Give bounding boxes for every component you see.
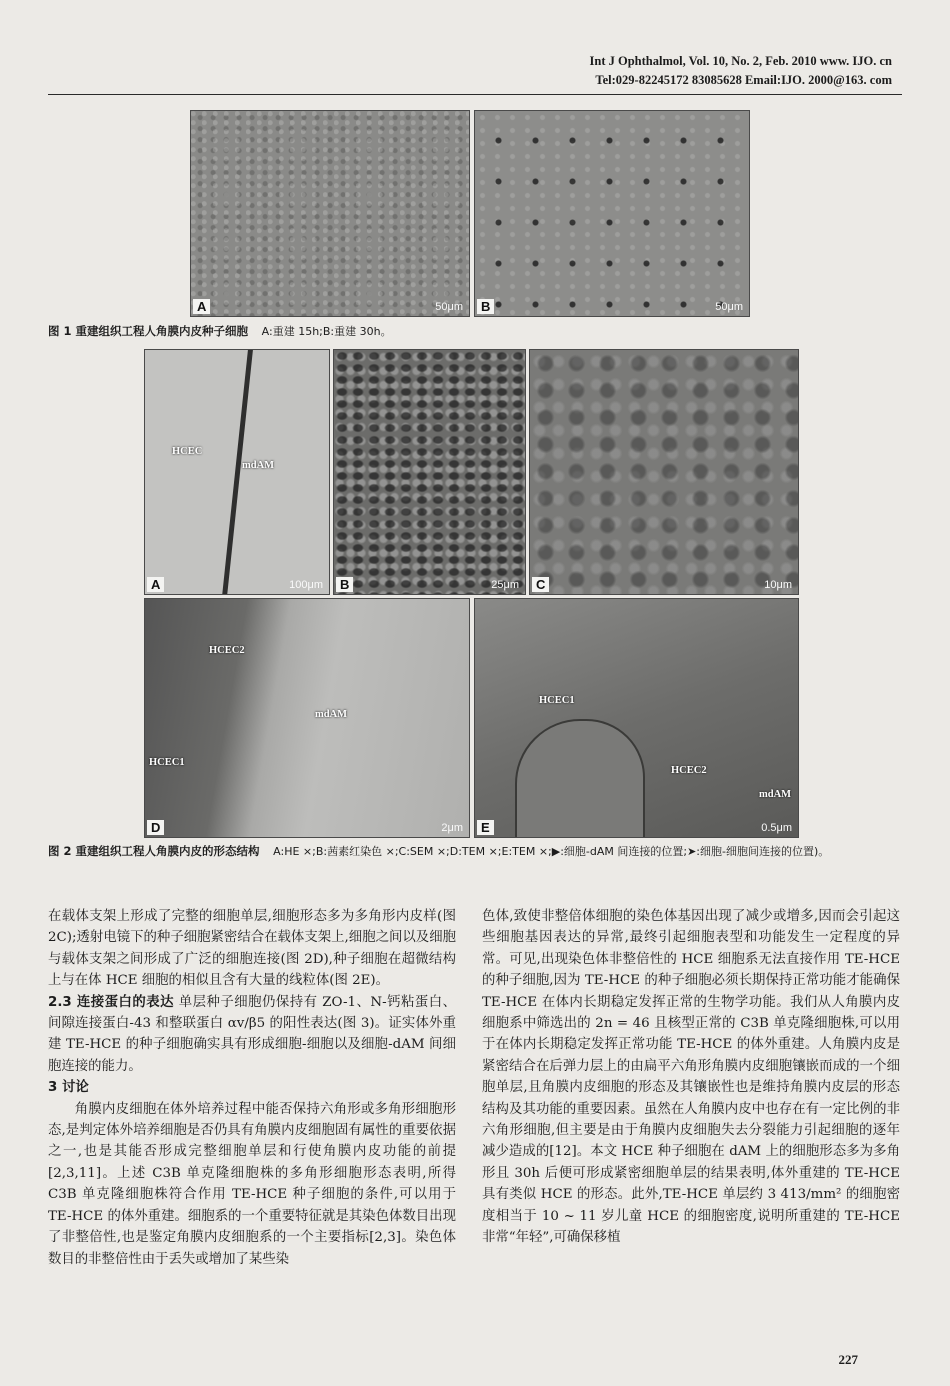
page-number: 227 xyxy=(838,1352,858,1367)
panel-label: A xyxy=(193,299,210,314)
header-journal-line: Int J Ophthalmol, Vol. 10, No. 2, Feb. 2010 www. IJO. cn xyxy=(589,54,892,68)
nucleus-shape xyxy=(515,719,645,838)
scale-bar-label: 50μm xyxy=(715,301,743,313)
panel-label: E xyxy=(477,820,494,835)
membrane-line xyxy=(222,350,253,595)
subsection-heading: 2.3 连接蛋白的表达 xyxy=(48,994,174,1010)
header-contact-line: Tel:029-82245172 83085628 Email:IJO. 2000@163. com xyxy=(595,73,892,87)
figure2-panel-a xyxy=(144,349,330,595)
figure2-panel-e xyxy=(474,598,799,838)
tag-hcec2: HCEC2 xyxy=(671,765,707,776)
left-paragraph-1: 在载体支架上形成了完整的细胞单层,细胞形态多为多角形内皮样(图 2C);透射电镜下的种子细胞紧密结合在载体支架上,细胞之间以及细胞与载体支架之间形成了广泛的细胞连接(图 2D),种子细胞在超微结构上与在体 HCE 细胞的相似且含有大量的线粒体(图 2E)。 xyxy=(48,909,456,989)
tag-mdam: mdAM xyxy=(759,789,792,800)
left-paragraph-2 xyxy=(48,992,456,1078)
figure2-caption-title: 图 2 重建组织工程人角膜内皮的形态结构 xyxy=(48,844,260,858)
figure1-panel-b xyxy=(474,110,750,317)
panel-label: A xyxy=(147,577,164,592)
left-paragraph-3: 角膜内皮细胞在体外培养过程中能否保持六角形或多角形细胞形态,是判定体外培养细胞是否仍具有角膜内皮细胞固有属性的重要依据之一,也是其能否形成完整细胞单层和行使角膜内皮功能的前提[2,3,11]。上述 C3B 单克隆细胞株的多角形细胞形态表明,所得 C3B 单克隆细胞株符合作用 TE-HCE 种子细胞的条件,可以用于 TE-HCE 的体外重建。细胞系的一个重要特征就是其染色体数目出现了非整倍性,也是鉴定角膜内皮细胞系的一个主要指标[2,3]。染色体数目的非整倍性由于丢失或增加了某些染 xyxy=(48,1101,456,1267)
tag-mdam: mdAM xyxy=(315,709,348,720)
tag-hcec1: HCEC1 xyxy=(539,695,575,706)
figure1-caption xyxy=(48,322,908,341)
figure1-caption-title: 图 1 重建组织工程人角膜内皮种子细胞 xyxy=(48,324,249,338)
scale-bar-label: 100μm xyxy=(289,579,323,591)
left-column xyxy=(48,906,456,1346)
scale-bar-label: 25μm xyxy=(491,579,519,591)
tag-hcec2: HCEC2 xyxy=(209,645,245,656)
left-paragraph-2-text: 单层种子细胞仍保持有 ZO-1、N-钙粘蛋白、间隙连接蛋白-43 和整联蛋白 αv/β5 的阳性表达(图 3)。证实体外重建 TE-HCE 的种子细胞确实具有形成细胞-细胞以及细胞-dAM 间细胞连接的能力。 xyxy=(48,994,456,1074)
scale-bar-label: 50μm xyxy=(435,301,463,313)
figure2-panel-b xyxy=(333,349,526,595)
panel-label: D xyxy=(147,820,164,835)
tag-hcec: HCEC xyxy=(172,446,203,457)
right-paragraph-1: 色体,致使非整倍体细胞的染色体基因出现了减少或增多,因而会引起这些细胞基因表达的异常,最终引起细胞表型和功能发生一定程度的异常。可见,出现染色体非整倍性的 HCE 细胞系无法直接作用 TE-HCE 的种子细胞,因为 TE-HCE 的种子细胞必须长期保持正常功能才能确保 TE-HCE 在体内长期稳定发挥正常的生物学功能。我们从人角膜内皮细胞系中筛选出的 2n = 46 且核型正常的 C3B 单克隆细胞株,可以用于在体内长期稳定发挥正常功能 TE-HCE 的体外重建。人角膜内皮是紧密结合在后弹力层上的由扁平六角形角膜内皮细胞镶嵌而成的一个细胞单层,且角膜内皮细胞的形态及其镶嵌性也是维持角膜内皮层的形态结构及其功能的重要因素。虽然在人角膜内皮中也存在有一定比例的非六角形细胞,但主要是由于角膜内皮细胞失去分裂能力引起细胞的逐年减少造成的[12]。本文 HCE 种子细胞在 dAM 上的细胞形态多为多角形且 30h 后便可形成紧密细胞单层的结果表明,体外重建的 TE-HCE 具有类似 HCE 的形态。此外,TE-HCE 单层约 3 413/mm² 的细胞密度相当于 10 ~ 11 岁儿童 HCE 的细胞密度,说明所重建的 TE-HCE 非常“年轻”,可确保移植 xyxy=(482,909,900,1246)
scale-bar-label: 10μm xyxy=(764,579,792,591)
figure2-panel-c xyxy=(529,349,799,595)
figure1-caption-body: A:重建 15h;B:重建 30h。 xyxy=(261,325,392,338)
scale-bar-label: 0.5μm xyxy=(761,822,792,834)
panel-label: B xyxy=(336,577,353,592)
figure2-caption-body: A:HE ×;B:茜素红染色 ×;C:SEM ×;D:TEM ×;E:TEM ×;▶:细胞-dAM 间连接的位置;➤:细胞-细胞间连接的位置)。 xyxy=(273,845,830,858)
header-rule xyxy=(48,94,902,95)
section-heading: 3 讨论 xyxy=(48,1080,89,1096)
panel-label: C xyxy=(532,577,549,592)
running-header xyxy=(590,52,892,90)
figure2-panel-d xyxy=(144,598,470,838)
right-column xyxy=(482,906,900,1346)
figure1-panel-a xyxy=(190,110,470,317)
figure2-caption xyxy=(48,842,898,861)
tag-hcec1: HCEC1 xyxy=(149,757,185,768)
tag-mdam: mdAM xyxy=(242,460,275,471)
panel-label: B xyxy=(477,299,494,314)
scale-bar-label: 2μm xyxy=(441,822,463,834)
